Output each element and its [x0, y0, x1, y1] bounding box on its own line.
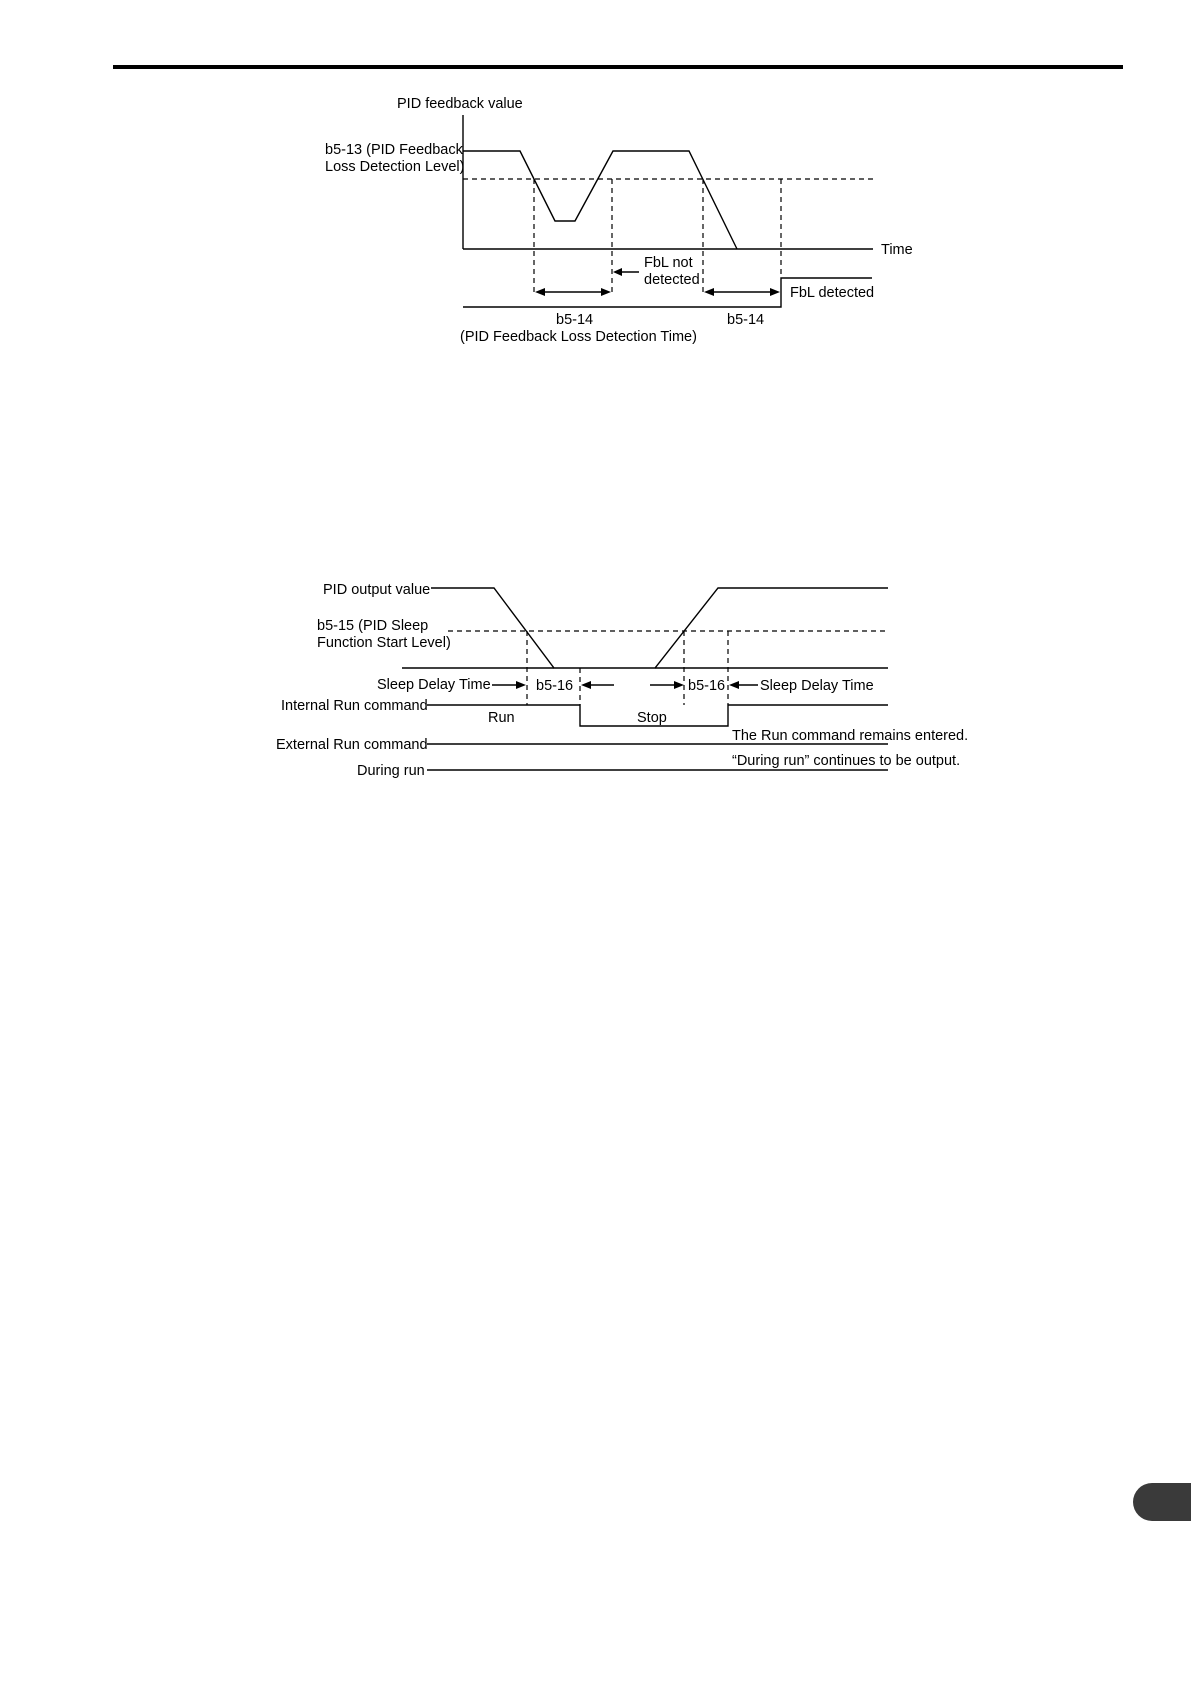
arrow-left-icon [729, 681, 739, 689]
y-axis-label: PID feedback value [397, 96, 523, 112]
stop-label: Stop [637, 710, 667, 726]
fbl-not-line2: detected [644, 272, 700, 288]
sleep-delay-left-label: Sleep Delay Time [377, 677, 491, 693]
arrow-left-icon [581, 681, 591, 689]
arrow-right-icon [516, 681, 526, 689]
run-label: Run [488, 710, 515, 726]
sleep-level-line1: b5-15 (PID Sleep [317, 618, 429, 634]
b5-14-right-label: b5-14 [727, 312, 765, 328]
pid-output-label: PID output value [323, 582, 431, 598]
internal-run-label: Internal Run command [281, 698, 428, 714]
sleep-function-diagram [276, 582, 968, 779]
chapter-tab [1133, 1483, 1191, 1521]
arrow-right-icon [674, 681, 684, 689]
arrow-left-icon [613, 268, 622, 276]
level-label-line2: Loss Detection Level) [325, 159, 465, 175]
b5-16-right-label: b5-16 [688, 678, 726, 694]
sleep-level-line2: Function Start Level) [317, 635, 451, 651]
sleep-delay-right-label: Sleep Delay Time [760, 678, 874, 694]
detection-time-label: (PID Feedback Loss Detection Time) [460, 329, 697, 345]
pid-output-waveform [431, 588, 888, 668]
arrow-left-icon [535, 288, 545, 296]
level-label-line1: b5-13 (PID Feedback [325, 142, 463, 158]
fbl-not-line1: FbL not [644, 255, 693, 271]
b5-14-left-label: b5-14 [556, 312, 594, 328]
feedback-loss-diagram [325, 96, 913, 345]
arrow-right-icon [770, 288, 780, 296]
b5-16-left-label: b5-16 [536, 678, 574, 694]
feedback-waveform [463, 151, 737, 249]
external-run-label: External Run command [276, 737, 428, 753]
during-run-label: During run [357, 763, 425, 779]
run-remains-label: The Run command remains entered. [732, 728, 969, 744]
fbl-detected-label: FbL detected [790, 285, 875, 301]
time-label: Time [881, 242, 913, 258]
arrow-right-icon [601, 288, 611, 296]
during-run-continues-label: “During run” continues to be output. [732, 753, 961, 769]
arrow-left-icon [704, 288, 714, 296]
